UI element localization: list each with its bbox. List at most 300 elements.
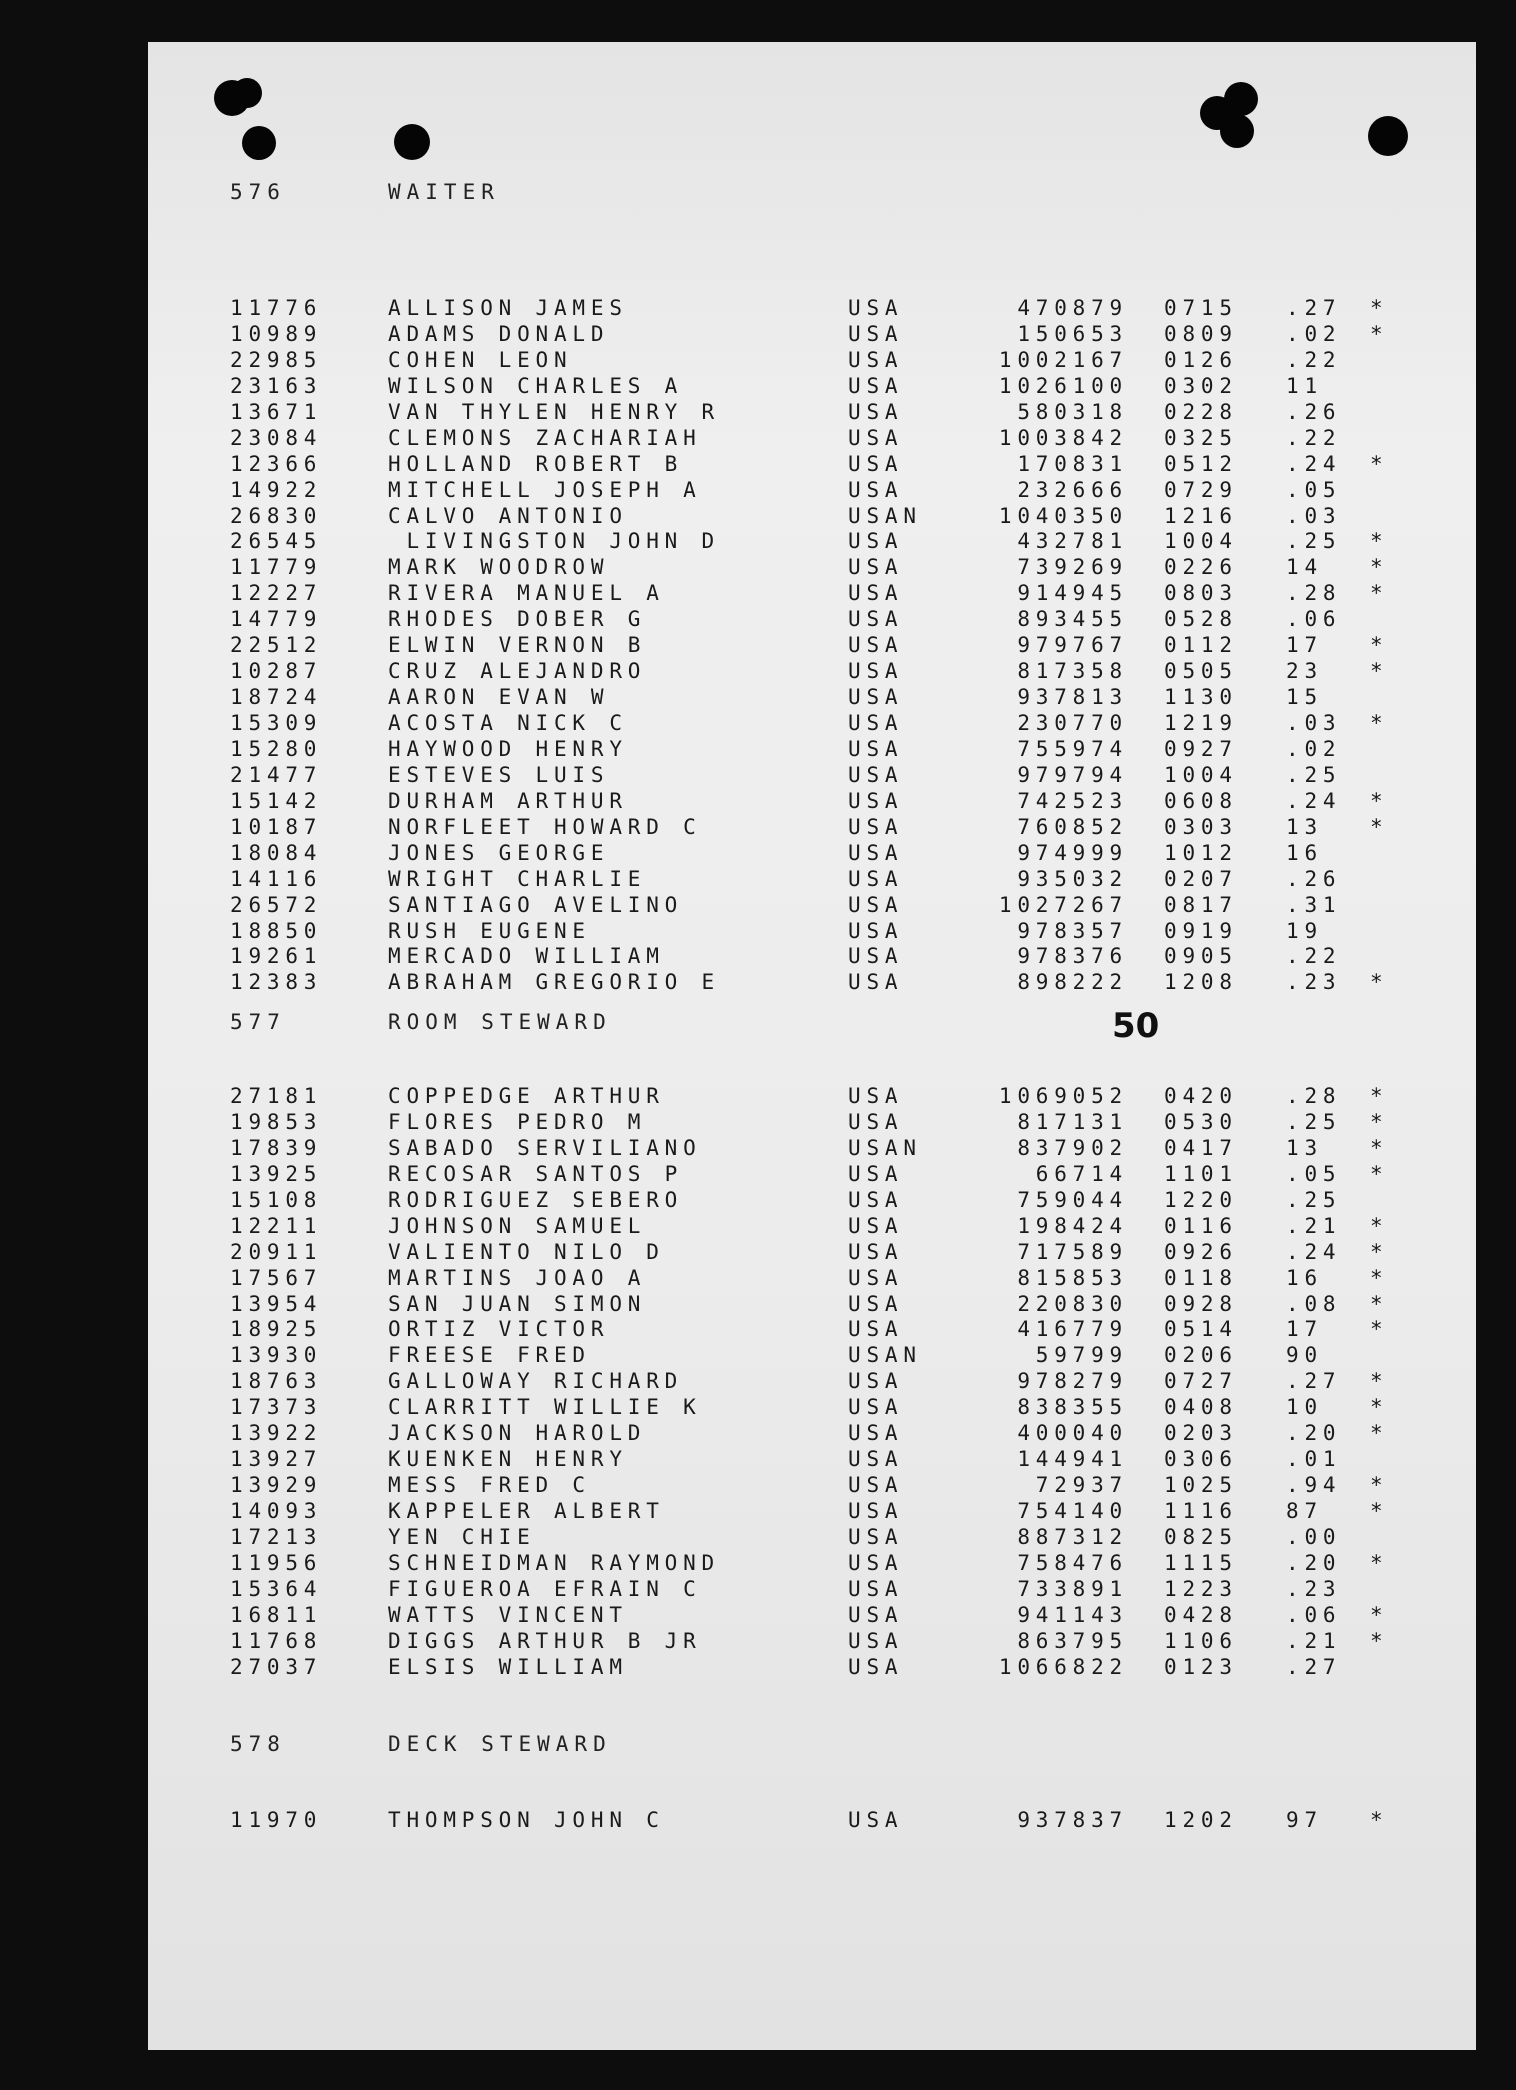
value-field: .21 <box>1286 1628 1342 1653</box>
crew-id: 15309 <box>230 711 323 735</box>
asterisk-mark: * <box>1370 1473 1389 1498</box>
crew-id: 14116 <box>230 866 323 891</box>
asterisk-mark: * <box>1370 1628 1389 1653</box>
asterisk-mark: * <box>1370 1239 1389 1264</box>
table-row <box>148 815 1476 841</box>
date-code: 1025 <box>1164 1473 1238 1498</box>
record-number: 755974 <box>1017 736 1128 761</box>
date-code: 0206 <box>1164 1343 1238 1368</box>
value-field: .25 <box>1286 1187 1342 1212</box>
value-field: 90 <box>1286 1343 1323 1368</box>
record-number: 758476 <box>1017 1550 1128 1575</box>
table-row <box>148 1369 1476 1395</box>
table-row <box>148 1188 1476 1214</box>
roster-rows <box>148 1084 1476 1681</box>
value-field: .27 <box>1286 1654 1342 1679</box>
asterisk-mark: * <box>1370 581 1389 606</box>
date-code: 1004 <box>1164 762 1238 787</box>
country-code: USA <box>848 1369 904 1394</box>
value-field: 13 <box>1286 1135 1323 1160</box>
date-code: 0809 <box>1164 321 1238 346</box>
date-code: 0927 <box>1164 736 1238 761</box>
table-row <box>148 1655 1476 1681</box>
crew-id: 17839 <box>230 1135 323 1160</box>
record-number: 717589 <box>1017 1239 1128 1264</box>
date-code: 0817 <box>1164 892 1238 917</box>
value-field: .08 <box>1286 1291 1342 1316</box>
date-code: 1101 <box>1164 1161 1238 1186</box>
country-code: USA <box>848 1395 904 1420</box>
asterisk-mark: * <box>1370 788 1389 813</box>
table-row <box>148 1136 1476 1162</box>
record-number: 59799 <box>1035 1343 1128 1368</box>
record-number: 150653 <box>1017 321 1128 346</box>
table-row <box>148 348 1476 374</box>
value-field: .03 <box>1286 711 1342 735</box>
page-number: 50 <box>1112 1006 1160 1046</box>
record-number: 935032 <box>1017 866 1128 891</box>
crew-id: 12383 <box>230 970 323 995</box>
date-code: 0302 <box>1164 373 1238 398</box>
crew-id: 14779 <box>230 607 323 632</box>
country-code: USAN <box>848 503 922 528</box>
country-code: USA <box>848 736 904 761</box>
table-row <box>148 789 1476 815</box>
table-row <box>148 659 1476 685</box>
punch-hole <box>1368 116 1408 156</box>
crew-id: 19261 <box>230 944 323 969</box>
date-code: 1219 <box>1164 711 1238 735</box>
crew-name: MESS FRED C <box>388 1473 591 1498</box>
date-code: 1012 <box>1164 840 1238 865</box>
asterisk-mark: * <box>1370 296 1389 320</box>
date-code: 0928 <box>1164 1291 1238 1316</box>
country-code: USA <box>848 1808 904 1832</box>
country-code: USA <box>848 581 904 606</box>
asterisk-mark: * <box>1370 1161 1389 1186</box>
country-code: USA <box>848 1524 904 1549</box>
country-code: USA <box>848 1291 904 1316</box>
table-row <box>148 1317 1476 1343</box>
crew-id: 13925 <box>230 1161 323 1186</box>
date-code: 0530 <box>1164 1109 1238 1134</box>
value-field: .28 <box>1286 1084 1342 1108</box>
date-code: 1208 <box>1164 970 1238 995</box>
date-code: 0118 <box>1164 1265 1238 1290</box>
value-field: .27 <box>1286 1369 1342 1394</box>
country-code: USA <box>848 892 904 917</box>
record-number: 72937 <box>1035 1473 1128 1498</box>
value-field: 17 <box>1286 1317 1323 1342</box>
crew-name: VALIENTO NILO D <box>388 1239 665 1264</box>
asterisk-mark: * <box>1370 970 1389 995</box>
crew-name: COPPEDGE ARTHUR <box>388 1084 665 1108</box>
date-code: 1220 <box>1164 1187 1238 1212</box>
crew-name: JOHNSON SAMUEL <box>388 1213 647 1238</box>
crew-name: WATTS VINCENT <box>388 1602 628 1627</box>
date-code: 0528 <box>1164 607 1238 632</box>
date-code: 0417 <box>1164 1135 1238 1160</box>
crew-name: JACKSON HAROLD <box>388 1421 647 1446</box>
value-field: .02 <box>1286 321 1342 346</box>
crew-name: CRUZ ALEJANDRO <box>388 659 647 684</box>
crew-id: 26572 <box>230 892 323 917</box>
value-field: .25 <box>1286 762 1342 787</box>
record-number: 232666 <box>1017 477 1128 502</box>
punch-hole <box>232 78 262 108</box>
crew-id: 17373 <box>230 1395 323 1420</box>
crew-name: CLARRITT WILLIE K <box>388 1395 702 1420</box>
crew-id: 21477 <box>230 762 323 787</box>
country-code: USA <box>848 477 904 502</box>
crew-id: 11956 <box>230 1550 323 1575</box>
punch-hole <box>394 124 430 160</box>
crew-id: 11970 <box>230 1808 323 1832</box>
value-field: 97 <box>1286 1808 1323 1832</box>
record-number: 739269 <box>1017 555 1128 580</box>
record-number: 937837 <box>1017 1808 1128 1832</box>
record-number: 1027267 <box>998 892 1128 917</box>
asterisk-mark: * <box>1370 814 1389 839</box>
country-code: USA <box>848 944 904 969</box>
record-number: 1066822 <box>998 1654 1128 1679</box>
record-number: 198424 <box>1017 1213 1128 1238</box>
record-number: 914945 <box>1017 581 1128 606</box>
table-row <box>148 841 1476 867</box>
asterisk-mark: * <box>1370 659 1389 684</box>
crew-name: ELWIN VERNON B <box>388 633 647 658</box>
date-code: 0207 <box>1164 866 1238 891</box>
record-number: 838355 <box>1017 1395 1128 1420</box>
date-code: 0727 <box>1164 1369 1238 1394</box>
crew-name: RIVERA MANUEL A <box>388 581 665 606</box>
value-field: .22 <box>1286 425 1342 450</box>
crew-name: HOLLAND ROBERT B <box>388 451 684 476</box>
record-number: 470879 <box>1017 296 1128 320</box>
country-code: USA <box>848 814 904 839</box>
crew-name: THOMPSON JOHN C <box>388 1808 665 1832</box>
date-code: 0420 <box>1164 1084 1238 1108</box>
table-row <box>148 1499 1476 1525</box>
crew-id: 23084 <box>230 425 323 450</box>
punch-hole <box>1220 114 1254 148</box>
crew-id: 15364 <box>230 1576 323 1601</box>
value-field: 17 <box>1286 633 1323 658</box>
punch-hole <box>1224 82 1258 116</box>
country-code: USA <box>848 1317 904 1342</box>
crew-id: 19853 <box>230 1109 323 1134</box>
date-code: 0926 <box>1164 1239 1238 1264</box>
table-row <box>148 478 1476 504</box>
crew-name: WRIGHT CHARLIE <box>388 866 647 891</box>
crew-id: 13930 <box>230 1343 323 1368</box>
value-field: 16 <box>1286 840 1323 865</box>
asterisk-mark: * <box>1370 1109 1389 1134</box>
crew-id: 18850 <box>230 918 323 943</box>
crew-id: 26830 <box>230 503 323 528</box>
table-row <box>148 555 1476 581</box>
record-number: 66714 <box>1035 1161 1128 1186</box>
date-code: 0505 <box>1164 659 1238 684</box>
asterisk-mark: * <box>1370 555 1389 580</box>
section-code: 576 <box>230 180 286 204</box>
value-field: .05 <box>1286 1161 1342 1186</box>
country-code: USA <box>848 685 904 710</box>
roster-rows <box>148 296 1476 996</box>
value-field: .02 <box>1286 736 1342 761</box>
date-code: 0428 <box>1164 1602 1238 1627</box>
crew-id: 13671 <box>230 399 323 424</box>
date-code: 0919 <box>1164 918 1238 943</box>
record-number: 416779 <box>1017 1317 1128 1342</box>
crew-name: SANTIAGO AVELINO <box>388 892 684 917</box>
country-code: USA <box>848 296 904 320</box>
record-number: 979794 <box>1017 762 1128 787</box>
table-row <box>148 919 1476 945</box>
date-code: 0715 <box>1164 296 1238 320</box>
crew-id: 12211 <box>230 1213 323 1238</box>
date-code: 0408 <box>1164 1395 1238 1420</box>
date-code: 1130 <box>1164 685 1238 710</box>
date-code: 0303 <box>1164 814 1238 839</box>
date-code: 0116 <box>1164 1213 1238 1238</box>
crew-name: COHEN LEON <box>388 347 573 372</box>
record-number: 754140 <box>1017 1499 1128 1523</box>
value-field: 11 <box>1286 373 1323 398</box>
crew-id: 13927 <box>230 1447 323 1472</box>
asterisk-mark: * <box>1370 1317 1389 1342</box>
crew-name: JONES GEORGE <box>388 840 610 865</box>
table-row <box>148 1266 1476 1292</box>
value-field: .22 <box>1286 347 1342 372</box>
date-code: 0729 <box>1164 477 1238 502</box>
crew-name: CALVO ANTONIO <box>388 503 628 528</box>
country-code: USA <box>848 1473 904 1498</box>
country-code: USA <box>848 1602 904 1627</box>
date-code: 0306 <box>1164 1447 1238 1472</box>
country-code: USA <box>848 918 904 943</box>
crew-id: 18925 <box>230 1317 323 1342</box>
crew-name: SCHNEIDMAN RAYMOND <box>388 1550 720 1575</box>
country-code: USA <box>848 711 904 735</box>
table-row <box>148 1808 1476 1834</box>
record-number: 760852 <box>1017 814 1128 839</box>
value-field: .00 <box>1286 1524 1342 1549</box>
country-code: USAN <box>848 1135 922 1160</box>
crew-id: 26545 <box>230 529 323 554</box>
asterisk-mark: * <box>1370 711 1389 735</box>
crew-name: SAN JUAN SIMON <box>388 1291 647 1316</box>
asterisk-mark: * <box>1370 1291 1389 1316</box>
table-row <box>148 944 1476 970</box>
crew-name: AARON EVAN W <box>388 685 610 710</box>
crew-id: 27037 <box>230 1654 323 1679</box>
country-code: USA <box>848 840 904 865</box>
value-field: 14 <box>1286 555 1323 580</box>
record-number: 170831 <box>1017 451 1128 476</box>
value-field: .24 <box>1286 788 1342 813</box>
table-row <box>148 504 1476 530</box>
country-code: USA <box>848 451 904 476</box>
crew-name: MERCADO WILLIAM <box>388 944 665 969</box>
crew-id: 18724 <box>230 685 323 710</box>
record-number: 432781 <box>1017 529 1128 554</box>
table-row <box>148 1629 1476 1655</box>
asterisk-mark: * <box>1370 1602 1389 1627</box>
country-code: USA <box>848 1109 904 1134</box>
asterisk-mark: * <box>1370 1499 1389 1523</box>
table-row <box>148 867 1476 893</box>
table-row <box>148 426 1476 452</box>
record-number: 742523 <box>1017 788 1128 813</box>
crew-name: FIGUEROA EFRAIN C <box>388 1576 702 1601</box>
record-number: 817131 <box>1017 1109 1128 1134</box>
value-field: 15 <box>1286 685 1323 710</box>
date-code: 1116 <box>1164 1499 1238 1523</box>
value-field: 19 <box>1286 918 1323 943</box>
record-number: 898222 <box>1017 970 1128 995</box>
asterisk-mark: * <box>1370 1369 1389 1394</box>
crew-id: 20911 <box>230 1239 323 1264</box>
country-code: USA <box>848 425 904 450</box>
value-field: 13 <box>1286 814 1323 839</box>
crew-id: 17567 <box>230 1265 323 1290</box>
record-number: 1026100 <box>998 373 1128 398</box>
value-field: .27 <box>1286 296 1342 320</box>
record-number: 1002167 <box>998 347 1128 372</box>
country-code: USA <box>848 1421 904 1446</box>
table-row <box>148 893 1476 919</box>
crew-name: WILSON CHARLES A <box>388 373 684 398</box>
crew-name: CLEMONS ZACHARIAH <box>388 425 702 450</box>
asterisk-mark: * <box>1370 1395 1389 1420</box>
crew-name: MARK WOODROW <box>388 555 610 580</box>
crew-id: 12366 <box>230 451 323 476</box>
asterisk-mark: * <box>1370 1550 1389 1575</box>
crew-id: 18084 <box>230 840 323 865</box>
table-row <box>148 685 1476 711</box>
document-page <box>148 42 1476 2050</box>
asterisk-mark: * <box>1370 1265 1389 1290</box>
crew-name: RODRIGUEZ SEBERO <box>388 1187 684 1212</box>
country-code: USA <box>848 1550 904 1575</box>
table-row <box>148 452 1476 478</box>
record-number: 978357 <box>1017 918 1128 943</box>
country-code: USA <box>848 1576 904 1601</box>
value-field: .25 <box>1286 1109 1342 1134</box>
crew-name: RUSH EUGENE <box>388 918 591 943</box>
asterisk-mark: * <box>1370 529 1389 554</box>
crew-id: 18763 <box>230 1369 323 1394</box>
crew-id: 16811 <box>230 1602 323 1627</box>
table-row <box>148 529 1476 555</box>
record-number: 974999 <box>1017 840 1128 865</box>
record-number: 887312 <box>1017 1524 1128 1549</box>
table-row <box>148 1421 1476 1447</box>
crew-id: 23163 <box>230 373 323 398</box>
value-field: .26 <box>1286 866 1342 891</box>
record-number: 937813 <box>1017 685 1128 710</box>
value-field: 10 <box>1286 1395 1323 1420</box>
record-number: 400040 <box>1017 1421 1128 1446</box>
date-code: 0905 <box>1164 944 1238 969</box>
crew-id: 10187 <box>230 814 323 839</box>
section-title: WAITER <box>388 180 500 204</box>
table-row <box>148 1447 1476 1473</box>
country-code: USA <box>848 607 904 632</box>
table-row <box>148 711 1476 737</box>
asterisk-mark: * <box>1370 1808 1389 1832</box>
country-code: USA <box>848 373 904 398</box>
record-number: 144941 <box>1017 1447 1128 1472</box>
country-code: USA <box>848 1084 904 1108</box>
crew-name: NORFLEET HOWARD C <box>388 814 702 839</box>
crew-id: 17213 <box>230 1524 323 1549</box>
table-row <box>148 1240 1476 1266</box>
crew-name: GALLOWAY RICHARD <box>388 1369 684 1394</box>
country-code: USA <box>848 762 904 787</box>
crew-id: 22512 <box>230 633 323 658</box>
date-code: 1202 <box>1164 1808 1238 1832</box>
country-code: USA <box>848 321 904 346</box>
value-field: .23 <box>1286 970 1342 995</box>
date-code: 0512 <box>1164 451 1238 476</box>
date-code: 1004 <box>1164 529 1238 554</box>
country-code: USA <box>848 1187 904 1212</box>
section-header <box>148 180 1476 208</box>
table-row <box>148 322 1476 348</box>
crew-name: DIGGS ARTHUR B JR <box>388 1628 702 1653</box>
section-header <box>148 1732 1476 1760</box>
country-code: USAN <box>848 1343 922 1368</box>
asterisk-mark: * <box>1370 451 1389 476</box>
asterisk-mark: * <box>1370 1213 1389 1238</box>
crew-name: RHODES DOBER G <box>388 607 647 632</box>
section-code: 577 <box>230 1010 286 1034</box>
asterisk-mark: * <box>1370 633 1389 658</box>
table-row <box>148 1603 1476 1629</box>
crew-name: VAN THYLEN HENRY R <box>388 399 720 424</box>
table-row <box>148 1110 1476 1136</box>
value-field: .22 <box>1286 944 1342 969</box>
crew-id: 14922 <box>230 477 323 502</box>
date-code: 0126 <box>1164 347 1238 372</box>
table-row <box>148 296 1476 322</box>
table-row <box>148 1525 1476 1551</box>
value-field: .20 <box>1286 1421 1342 1446</box>
value-field: 16 <box>1286 1265 1323 1290</box>
value-field: .21 <box>1286 1213 1342 1238</box>
value-field: .01 <box>1286 1447 1342 1472</box>
crew-name: FREESE FRED <box>388 1343 591 1368</box>
crew-name: ACOSTA NICK C <box>388 711 628 735</box>
crew-id: 13929 <box>230 1473 323 1498</box>
value-field: .20 <box>1286 1550 1342 1575</box>
crew-id: 10287 <box>230 659 323 684</box>
crew-id: 13954 <box>230 1291 323 1316</box>
table-row <box>148 763 1476 789</box>
date-code: 0123 <box>1164 1654 1238 1679</box>
crew-id: 15108 <box>230 1187 323 1212</box>
record-number: 941143 <box>1017 1602 1128 1627</box>
crew-id: 22985 <box>230 347 323 372</box>
section-header <box>148 1010 1476 1038</box>
value-field: .23 <box>1286 1576 1342 1601</box>
table-row <box>148 1292 1476 1318</box>
record-number: 220830 <box>1017 1291 1128 1316</box>
crew-id: 12227 <box>230 581 323 606</box>
country-code: USA <box>848 399 904 424</box>
